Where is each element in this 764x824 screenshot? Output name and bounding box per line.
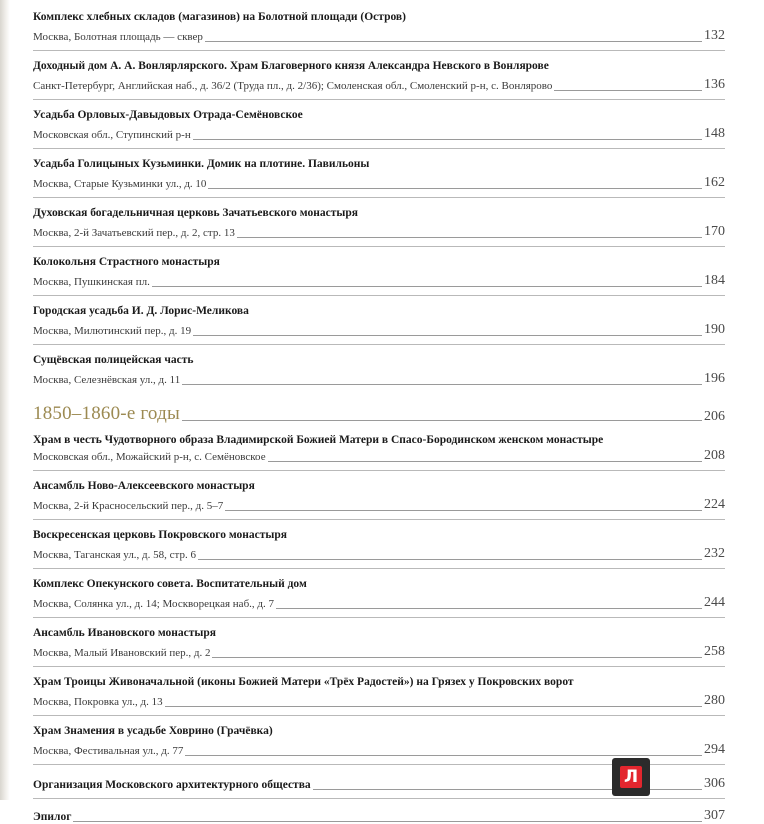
entry-title: Духовская богадельничная церковь Зачатьевского монастыря (33, 207, 358, 219)
entry-title: Комплекс хлебных складов (магазинов) на Болотной площади (Остров) (33, 11, 406, 23)
entry-page-number: 136 (704, 77, 725, 92)
divider (33, 798, 725, 799)
divider (33, 246, 725, 247)
divider (33, 470, 725, 471)
dot-leader (205, 41, 702, 42)
entry-location: Москва, Милютинский пер., д. 19 (33, 325, 192, 337)
entry-title: Храм Знамения в усадьбе Ховрино (Грачёвка) (33, 725, 273, 737)
dot-leader (182, 384, 702, 385)
dot-leader (268, 461, 702, 462)
entry-title: Храм Троицы Живоначальной (иконы Божией Матери «Трёх Радостей») на Грязех у Покровских ворот (33, 676, 574, 688)
dot-leader (193, 139, 702, 140)
entry-title: Доходный дом А. А. Вонлярлярского. Храм Благоверного князя Александра Невского в Вонлярове (33, 60, 549, 72)
entry-title: Ансамбль Ивановского монастыря (33, 627, 217, 639)
entry-page-number: 162 (704, 175, 725, 190)
entry-location: Москва, Старые Кузьминки ул., д. 10 (33, 178, 207, 190)
entry-page-number: 244 (704, 595, 725, 610)
entry-title: Эпилог (33, 811, 72, 823)
entry-page-number: 170 (704, 224, 725, 239)
entry-location: Санкт-Петербург, Английская наб., д. 36/2 (Труда пл., д. 2/36); Смоленская обл., Смоленский р-н, с. Вонлярово (33, 80, 553, 92)
entry-title: Комплекс Опекунского совета. Воспитательный дом (33, 578, 307, 590)
entry-location: Москва, Фестивальная ул., д. 77 (33, 745, 184, 757)
toc-entry (33, 577, 725, 618)
entry-page-number: 190 (704, 322, 725, 337)
divider (33, 344, 725, 345)
entry-title: Храм в честь Чудотворного образа Владимирской Божией Матери в Спасо-Бородинском женском монастыре (33, 434, 604, 446)
entry-location: Москва, 2-й Красносельский пер., д. 5–7 (33, 500, 224, 512)
divider (33, 148, 725, 149)
divider (33, 666, 725, 667)
entry-location: Московская обл., Ступинский р-н (33, 129, 191, 141)
entry-location: Москва, Солянка ул., д. 14; Москворецкая наб., д. 7 (33, 598, 275, 610)
divider (33, 50, 725, 51)
dot-leader (212, 657, 702, 658)
toc-entry (33, 157, 725, 198)
toc-entry (33, 675, 725, 716)
dot-leader (276, 608, 702, 609)
entry-page-number: 148 (704, 126, 725, 141)
entry-title: Ансамбль Ново-Алексеевского монастыря (33, 480, 255, 492)
entry-page-number: 232 (704, 546, 725, 561)
toc-entry (33, 304, 725, 345)
entry-page-number: 132 (704, 28, 725, 43)
toc-entry (33, 59, 725, 100)
book-spine-shadow (0, 0, 10, 800)
toc-entry (33, 108, 725, 149)
entry-title: Усадьба Голицыных Кузьминки. Домик на плотине. Павильоны (33, 158, 370, 170)
toc-entry (33, 807, 725, 824)
entry-title: Воскресенская церковь Покровского монастыря (33, 529, 287, 541)
toc-entry (33, 353, 725, 387)
entry-title: Усадьба Орловых-Давыдовых Отрада-Семёновское (33, 109, 303, 121)
entry-page-number: 196 (704, 371, 725, 386)
logo-letter: Л (620, 766, 642, 788)
divider (33, 715, 725, 716)
entry-page-number: 258 (704, 644, 725, 659)
toc-entry (33, 433, 725, 471)
divider (33, 617, 725, 618)
entry-location: Москва, Болотная площадь — сквер (33, 31, 203, 43)
toc-entry (33, 626, 725, 667)
entry-page-number: 280 (704, 693, 725, 708)
divider (33, 519, 725, 520)
entry-title: Организация Московского архитектурного общества (33, 779, 311, 791)
entry-location: Московская обл., Можайский р-н, с. Семёновское (33, 451, 266, 463)
toc-entry (33, 479, 725, 520)
entry-page-number: 184 (704, 273, 725, 288)
dot-leader (198, 559, 702, 560)
entry-page-number: 307 (704, 808, 725, 823)
toc-entry (33, 255, 725, 296)
entry-page-number: 294 (704, 742, 725, 757)
divider (33, 295, 725, 296)
divider (33, 568, 725, 569)
dot-leader (165, 706, 702, 707)
dot-leader (73, 821, 702, 822)
dot-leader (193, 335, 702, 336)
dot-leader (182, 420, 702, 421)
entry-location: Москва, Малый Ивановский пер., д. 2 (33, 647, 211, 659)
divider (33, 197, 725, 198)
entry-location: Москва, Таганская ул., д. 58, стр. 6 (33, 549, 196, 561)
dot-leader (185, 755, 702, 756)
entry-location: Москва, Пушкинская пл. (33, 276, 150, 288)
toc-entry (33, 528, 725, 569)
section-title: 1850–1860-е годы (33, 403, 180, 424)
entry-title: Городская усадьба И. Д. Лорис-Меликова (33, 305, 249, 317)
toc-entry (33, 206, 725, 247)
dot-leader (152, 286, 702, 287)
entry-location: Москва, Селезнёвская ул., д. 11 (33, 374, 181, 386)
divider (33, 99, 725, 100)
table-of-contents (33, 10, 725, 824)
entry-page-number: 208 (704, 448, 725, 463)
entry-location: Москва, Покровка ул., д. 13 (33, 696, 163, 708)
entry-location: Москва, 2-й Зачатьевский пер., д. 2, стр. 13 (33, 227, 235, 239)
dot-leader (225, 510, 702, 511)
section-heading (33, 399, 725, 425)
section-page-number: 206 (704, 409, 725, 424)
entry-title: Сущёвская полицейская часть (33, 354, 194, 366)
dot-leader (208, 188, 702, 189)
entry-page-number: 306 (704, 776, 725, 791)
toc-entry (33, 10, 725, 51)
publisher-logo (612, 758, 650, 796)
dot-leader (554, 90, 702, 91)
dot-leader (237, 237, 702, 238)
entry-page-number: 224 (704, 497, 725, 512)
entry-title: Колокольня Страстного монастыря (33, 256, 220, 268)
